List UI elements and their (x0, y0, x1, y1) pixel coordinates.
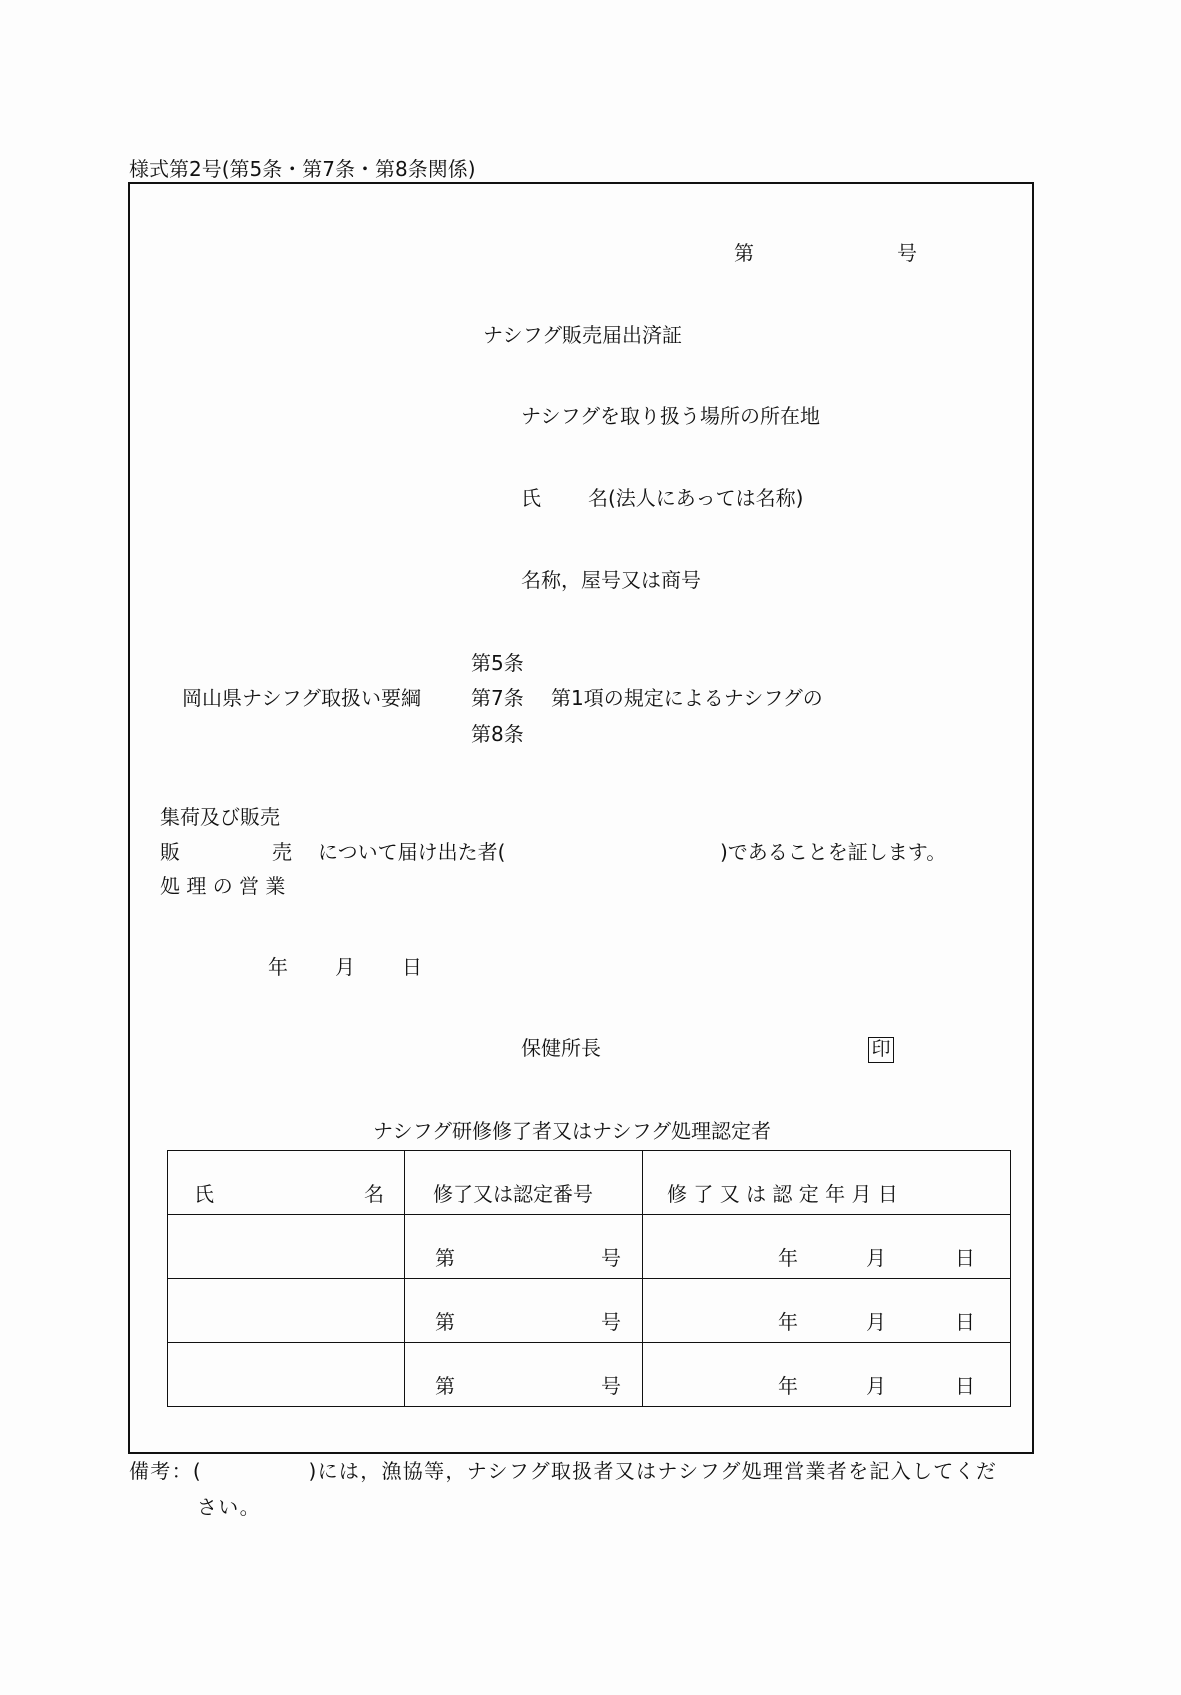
table-row (168, 1279, 1011, 1343)
activity-hanbai-a: 販 (160, 840, 180, 864)
header-number: 修了又は認定番号 (433, 1182, 593, 1206)
row-year: 年 (778, 1310, 798, 1334)
field-name-a: 氏 (521, 486, 541, 510)
form-label: 様式第2号(第5条・第7条・第8条関係) (129, 157, 476, 181)
date-cell[interactable] (643, 1279, 1011, 1343)
number-cell[interactable] (405, 1279, 643, 1343)
header-name-b: 名 (364, 1182, 384, 1206)
field-location: ナシフグを取り扱う場所の所在地 (521, 404, 820, 428)
row-month: 月 (866, 1374, 886, 1398)
regulation-clause: 第1項の規定によるナシフグの (551, 686, 823, 710)
certificate-holders-table (167, 1150, 1011, 1407)
row-number-suffix: 号 (601, 1310, 621, 1334)
field-business-name: 名称，屋号又は商号 (521, 568, 701, 592)
row-number-suffix: 号 (601, 1374, 621, 1398)
field-name-b: 名(法人にあっては名称) (588, 486, 804, 510)
table-row (168, 1215, 1011, 1279)
activity-option-collect: 集荷及び販売 (160, 805, 280, 829)
note-line-1: 備考：( )には，漁協等，ナシフグ取扱者又はナシフグ処理営業者を記入してくだ (129, 1459, 998, 1483)
issuer: 保健所長 (521, 1036, 601, 1060)
row-day: 日 (955, 1374, 975, 1398)
document-title: ナシフグ販売届出済証 (483, 323, 682, 347)
row-year: 年 (778, 1374, 798, 1398)
activity-option-process: 処 理 の 営 業 (160, 874, 286, 898)
article-7: 第7条 (471, 686, 524, 710)
article-5: 第5条 (471, 651, 524, 675)
row-day: 日 (955, 1246, 975, 1270)
number-cell[interactable] (405, 1343, 643, 1407)
name-cell[interactable] (168, 1343, 405, 1407)
date-month: 月 (335, 955, 355, 979)
row-month: 月 (866, 1246, 886, 1270)
row-number-prefix: 第 (435, 1246, 455, 1270)
row-number-suffix: 号 (601, 1246, 621, 1270)
statement-b: )であることを証します。 (720, 840, 947, 864)
note-line-2: さい。 (197, 1495, 261, 1519)
row-year: 年 (778, 1246, 798, 1270)
statement-a: について届け出た者( (318, 840, 506, 864)
date-cell[interactable] (643, 1215, 1011, 1279)
table-title: ナシフグ研修修了者又はナシフグ処理認定者 (373, 1119, 771, 1143)
row-day: 日 (955, 1310, 975, 1334)
date-year: 年 (268, 955, 288, 979)
article-8: 第8条 (471, 722, 524, 746)
name-cell[interactable] (168, 1215, 405, 1279)
seal-stamp: 印 (868, 1037, 894, 1063)
number-suffix: 号 (897, 241, 917, 265)
header-date: 修 了 又 は 認 定 年 月 日 (667, 1182, 898, 1206)
activity-hanbai-b: 売 (272, 840, 292, 864)
header-name-a: 氏 (194, 1182, 214, 1206)
number-prefix: 第 (734, 241, 754, 265)
table-row (168, 1343, 1011, 1407)
name-cell[interactable] (168, 1279, 405, 1343)
date-day: 日 (402, 955, 422, 979)
row-number-prefix: 第 (435, 1374, 455, 1398)
row-month: 月 (866, 1310, 886, 1334)
regulation-name: 岡山県ナシフグ取扱い要綱 (182, 686, 421, 710)
date-cell[interactable] (643, 1343, 1011, 1407)
row-number-prefix: 第 (435, 1310, 455, 1334)
table-header-row (168, 1151, 1011, 1215)
number-cell[interactable] (405, 1215, 643, 1279)
